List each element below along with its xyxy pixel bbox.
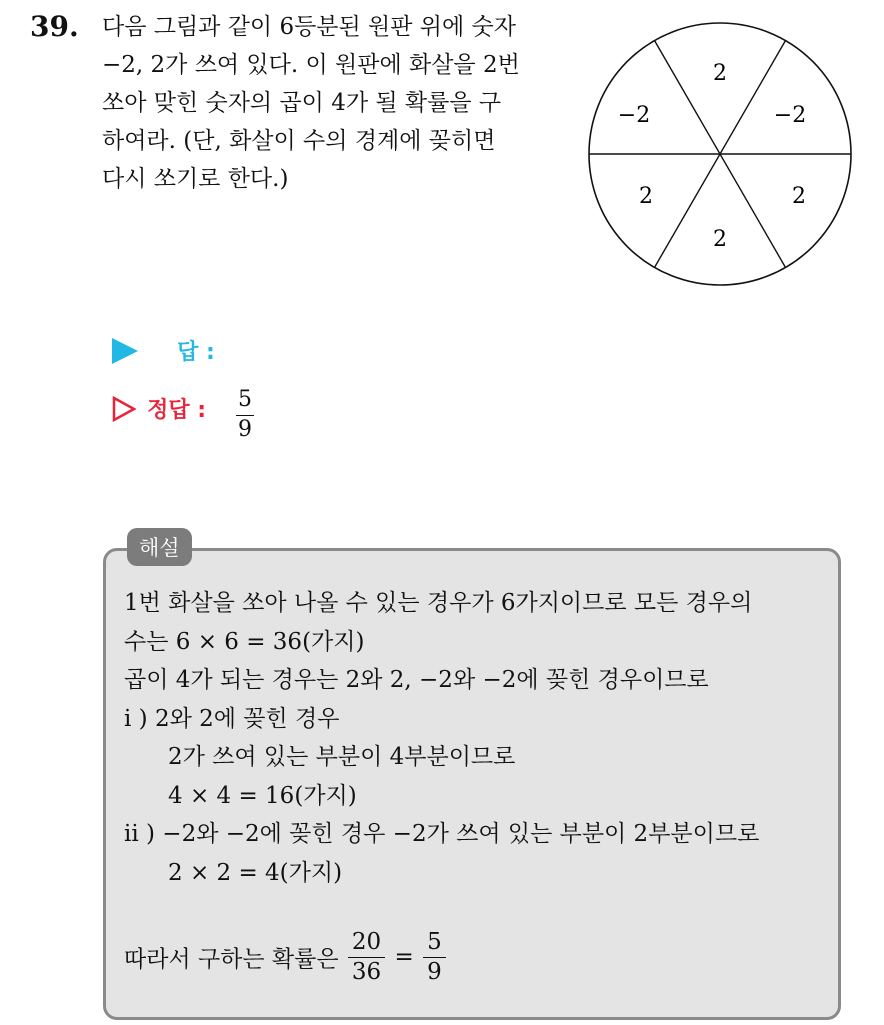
fraction-bar [348,957,385,958]
fraction-numerator: 5 [427,929,442,955]
fraction-20-36 [350,930,383,984]
play-triangle-icon [112,338,138,364]
question-line: 다음 그림과 같이 6등분된 원판 위에 숫자 [102,14,516,40]
outline-triangle-icon [112,396,136,422]
question-number: 39. [30,10,79,43]
solution-line: ii ) −2와 −2에 꽂힌 경우 −2가 쓰여 있는 부분이 2부분이므로 [124,821,760,847]
fraction-bar [423,957,446,958]
question-line: 다시 쏘기로 한다.) [102,166,289,192]
solution-line: 2 × 2 = 4(가지) [168,859,343,886]
spinner-wheel-diagram [584,21,856,293]
sector-label: 2 [792,184,806,209]
fraction-denominator: 36 [351,959,382,985]
correct-answer-row [112,393,206,424]
question-line: 하여라. (단, 화살이 수의 경계에 꽂히면 [102,128,496,154]
answer-row [112,335,215,366]
equals-sign: = [394,944,414,970]
sector-label: 2 [639,184,653,209]
question-line: −2, 2가 쓰여 있다. 이 원판에 화살을 2번 [102,52,520,78]
solution-line: 4 × 4 = 16(가지) [168,782,357,809]
fraction-denominator: 9 [427,959,442,985]
fraction-numerator: 20 [351,929,382,955]
sector-label: 2 [713,61,727,86]
question-text [102,8,572,198]
solution-line: 곱이 4가 되는 경우는 2와 2, −2와 −2에 꽂힌 경우이므로 [124,667,709,693]
solution-text [124,584,759,892]
fraction-numerator: 5 [238,387,252,412]
solution-line: 2가 쓰여 있는 부분이 4부분이므로 [168,744,516,770]
final-prefix: 따라서 구하는 확률은 [124,946,339,973]
fraction-bar [236,415,254,416]
solution-tag: 해설 [127,528,192,566]
question-line: 쏘아 맞힌 숫자의 곱이 4가 될 확률을 구 [102,90,502,116]
answer-label: 답 : [177,340,215,365]
sector-label: −2 [617,103,651,128]
correct-answer-label: 정답 : [147,398,207,423]
sector-label: 2 [713,227,727,252]
sector-label: −2 [773,103,807,128]
fraction-denominator: 9 [238,417,252,442]
solution-line: 1번 화살을 쏘아 나올 수 있는 경우가 6가지이므로 모든 경우의 [124,590,753,616]
solution-final-line [124,930,448,984]
solution-line: 수는 6 × 6 = 36(가지) [124,628,365,655]
solution-line: i ) 2와 2에 꽂힌 경우 [124,705,340,732]
fraction-5-9 [425,930,444,984]
correct-answer-fraction [236,388,254,442]
